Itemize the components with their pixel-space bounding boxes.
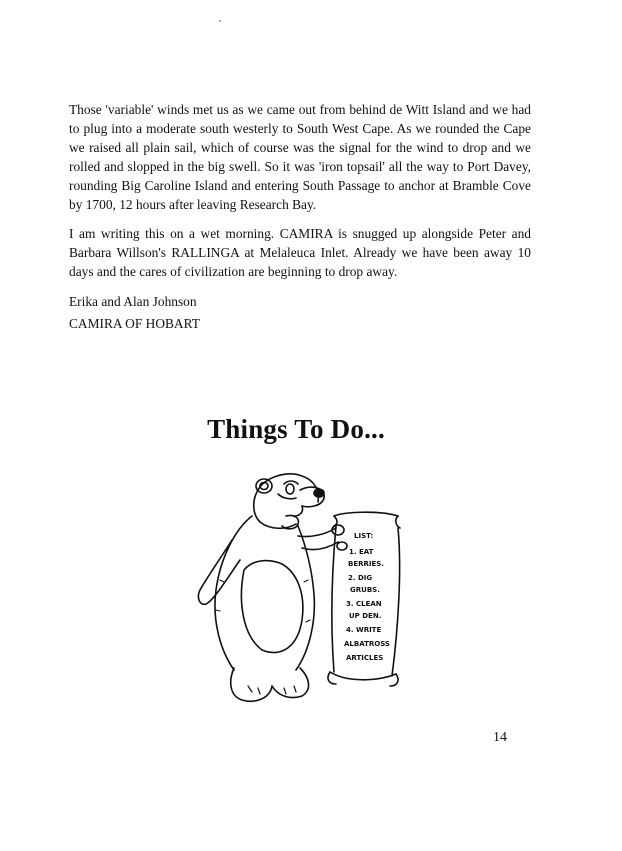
bear-with-list-illustration <box>186 460 408 715</box>
section-heading: Things To Do... <box>207 414 385 444</box>
list-text <box>344 532 390 662</box>
list-line-5: 3. CLEAN <box>346 600 382 608</box>
list-title: LIST: <box>354 532 374 540</box>
body-paragraph-2: I am writing this on a wet morning. CAMIRA is snugged up alongside Peter and Barbara Willson's RALLINGA at Melaleuca Inlet. Already we have been away 10 days and the cares of civilization are beginning to drop away. <box>69 226 531 279</box>
list-line-4: GRUBS. <box>350 586 380 594</box>
list-line-8: ALBATROSS <box>344 640 390 648</box>
speck <box>219 20 221 22</box>
list-line-3: 2. DIG <box>348 574 373 582</box>
list-line-9: ARTICLES <box>346 654 384 662</box>
list-line-2: BERRIES. <box>348 560 384 568</box>
list-line-6: UP DEN. <box>349 612 382 620</box>
signature-boat: CAMIRA OF HOBART <box>69 316 200 331</box>
body-paragraph-1: Those 'variable' winds met us as we came out from behind de Witt Island and we had to plug into a moderate south westerly to South West Cape. As we rounded the Cape we raised all plain sail, which of course was the signal for the wind to drop and we rolled and slopped in the big swell. So it was 'iron topsail' all the way to Port Davey, rounding Big Caroline Island and entering South Passage to anchor at Bramble Cove by 1700, 12 hours after leaving Research Bay. <box>69 102 531 212</box>
bear-body <box>198 516 338 701</box>
page-number: 14 <box>493 730 507 745</box>
signature-names: Erika and Alan Johnson <box>69 294 197 309</box>
list-line-7: 4. WRITE <box>346 626 382 634</box>
bear-head <box>254 474 324 528</box>
list-line-1: 1. EAT <box>349 548 374 556</box>
